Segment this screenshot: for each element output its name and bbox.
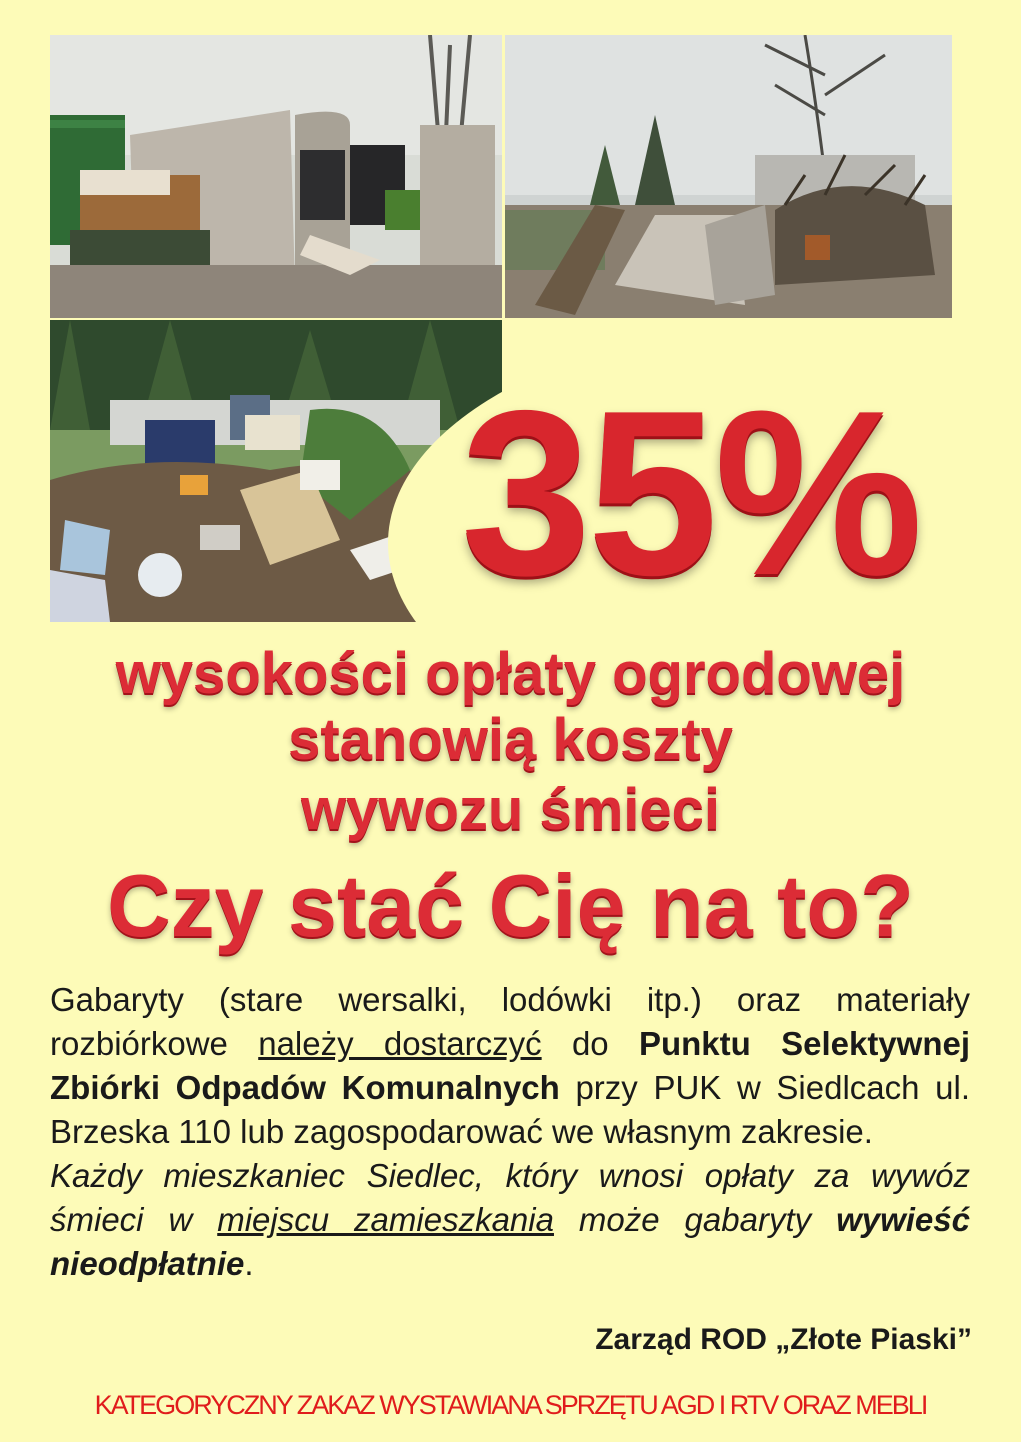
p2-text-a: Każdy mieszkaniec Siedlec, który wnosi opłaty za wywóz śmieci w bbox=[50, 1157, 970, 1238]
p2-bold: wywieść nieodpłatnie bbox=[50, 1201, 970, 1282]
p1-underline: należy dostarczyć bbox=[258, 1025, 542, 1062]
photo-waste-enclosure bbox=[50, 35, 502, 318]
signature: Zarząd ROD „Złote Piaski” bbox=[595, 1323, 972, 1356]
ban-notice: KATEGORYCZNY ZAKAZ WYSTAWIANA SPRZĘTU AGD I RTV ORAZ MEBLI bbox=[94, 1390, 927, 1420]
p1-text-a: Gabaryty (stare wersalki, lodówki itp.) oraz materiały rozbiórkowe bbox=[50, 981, 970, 1062]
photo-window-frames-pile bbox=[505, 35, 952, 318]
hero-percent: 35% bbox=[460, 361, 920, 624]
headline-line-2: stanowią koszty bbox=[288, 707, 733, 772]
headline-line-1: wysokości opłaty ogrodowej bbox=[115, 641, 906, 706]
p2-underline: miejscu zamieszkania bbox=[217, 1201, 554, 1238]
headline-line-3: wywozu śmieci bbox=[300, 777, 721, 842]
paragraph-residents bbox=[50, 1154, 970, 1286]
p2-text-b: może gabaryty bbox=[553, 1201, 837, 1238]
p1-bold-location: Punktu Selektywnej Zbiórki Odpadów Komunalnych bbox=[50, 1025, 971, 1106]
question-headline: Czy stać Cię na to? bbox=[107, 856, 914, 955]
p2-text-c: . bbox=[244, 1245, 254, 1282]
p1-text-c: przy PUK w Siedlcach ul. Brzeska 110 lub zagospodarować we własnym zakresie. bbox=[50, 1069, 970, 1150]
body-text bbox=[50, 978, 970, 1286]
paragraph-bulky-waste bbox=[50, 978, 970, 1154]
p1-text-b: do bbox=[541, 1025, 639, 1062]
